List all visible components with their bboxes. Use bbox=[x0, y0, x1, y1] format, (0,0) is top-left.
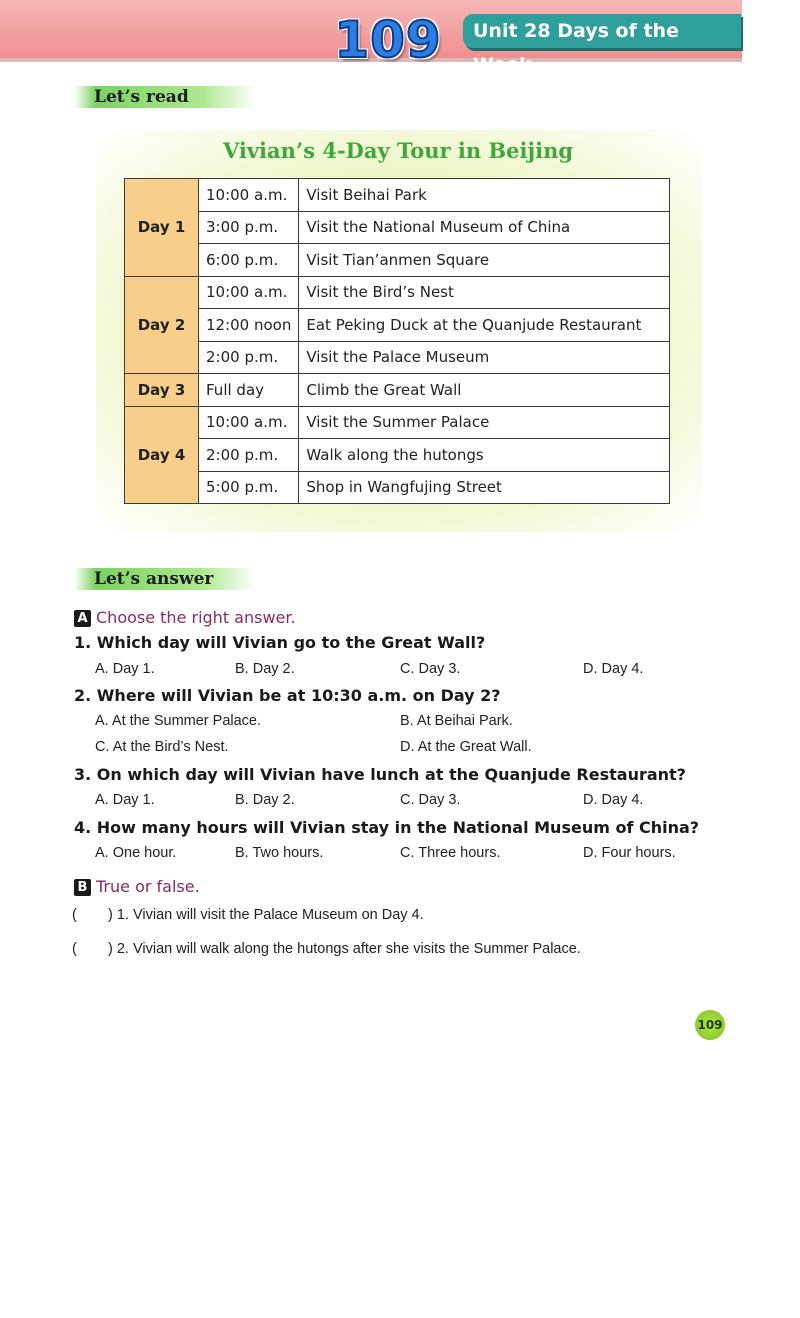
table-row bbox=[125, 406, 670, 439]
answer-option[interactable]: D. Day 4. bbox=[583, 792, 644, 808]
part-a-title: Choose the right answer. bbox=[96, 608, 296, 627]
activity-cell: Visit the Palace Museum bbox=[299, 341, 670, 374]
table-row bbox=[125, 439, 670, 472]
activity-cell: Walk along the hutongs bbox=[299, 439, 670, 472]
answer-option[interactable]: C. Three hours. bbox=[400, 845, 501, 861]
day-label: Day 2 bbox=[125, 276, 199, 374]
day-label: Day 3 bbox=[125, 374, 199, 407]
activity-cell: Visit the Bird’s Nest bbox=[299, 276, 670, 309]
time-cell: 10:00 a.m. bbox=[199, 276, 299, 309]
activity-cell: Climb the Great Wall bbox=[299, 374, 670, 407]
part-a-letter: A bbox=[74, 610, 91, 627]
section-label-read: Let’s read bbox=[74, 86, 256, 108]
answer-option[interactable]: C. Day 3. bbox=[400, 792, 461, 808]
answer-option[interactable]: D. Day 4. bbox=[583, 661, 644, 677]
table-row bbox=[125, 244, 670, 277]
time-cell: 10:00 a.m. bbox=[199, 179, 299, 212]
activity-cell: Shop in Wangfujing Street bbox=[299, 471, 670, 504]
table-row bbox=[125, 276, 670, 309]
answer-option[interactable]: C. At the Bird’s Nest. bbox=[95, 739, 229, 755]
table-row bbox=[125, 309, 670, 342]
time-cell: 2:00 p.m. bbox=[199, 341, 299, 374]
answer-option[interactable]: B. Day 2. bbox=[235, 792, 295, 808]
question-2: 2. Where will Vivian be at 10:30 a.m. on Day 2? bbox=[74, 686, 501, 705]
time-cell: 6:00 p.m. bbox=[199, 244, 299, 277]
question-4: 4. How many hours will Vivian stay in the National Museum of China? bbox=[74, 818, 700, 837]
time-cell: 5:00 p.m. bbox=[199, 471, 299, 504]
day-label: Day 1 bbox=[125, 179, 199, 277]
part-b-title: True or false. bbox=[96, 877, 200, 896]
activity-cell: Visit Beihai Park bbox=[299, 179, 670, 212]
table-row bbox=[125, 179, 670, 212]
answer-option[interactable]: A. At the Summer Palace. bbox=[95, 713, 262, 729]
time-cell: 2:00 p.m. bbox=[199, 439, 299, 472]
answer-blank-open: ( bbox=[72, 941, 77, 957]
statement-text: ) 1. Vivian will visit the Palace Museum on Day 4. bbox=[108, 907, 424, 923]
unit-title-tab: Unit 28 Days of the Week bbox=[463, 14, 741, 48]
time-cell: 12:00 noon bbox=[199, 309, 299, 342]
true-false-statement-2[interactable] bbox=[72, 940, 581, 958]
answer-option[interactable]: B. Two hours. bbox=[235, 845, 324, 861]
question-3: 3. On which day will Vivian have lunch at the Quanjude Restaurant? bbox=[74, 765, 686, 784]
answer-option[interactable]: D. At the Great Wall. bbox=[400, 739, 532, 755]
answer-option[interactable]: C. Day 3. bbox=[400, 661, 461, 677]
page-number-large: 109 bbox=[334, 11, 442, 69]
part-a-heading bbox=[74, 608, 296, 628]
answer-blank-open: ( bbox=[72, 907, 77, 923]
statement-text: ) 2. Vivian will walk along the hutongs after she visits the Summer Palace. bbox=[108, 941, 581, 957]
true-false-statement-1[interactable] bbox=[72, 906, 424, 924]
part-b-heading bbox=[74, 877, 200, 897]
time-cell: 10:00 a.m. bbox=[199, 406, 299, 439]
answer-option[interactable]: B. Day 2. bbox=[235, 661, 295, 677]
table-row bbox=[125, 211, 670, 244]
time-cell: 3:00 p.m. bbox=[199, 211, 299, 244]
time-cell: Full day bbox=[199, 374, 299, 407]
page-number-badge: 109 bbox=[695, 1010, 725, 1040]
answer-option[interactable]: A. Day 1. bbox=[95, 661, 155, 677]
table-row bbox=[125, 471, 670, 504]
activity-cell: Visit the Summer Palace bbox=[299, 406, 670, 439]
answer-option[interactable]: A. Day 1. bbox=[95, 792, 155, 808]
activity-cell: Eat Peking Duck at the Quanjude Restaurant bbox=[299, 309, 670, 342]
part-b-letter: B bbox=[74, 879, 91, 896]
answer-option[interactable]: D. Four hours. bbox=[583, 845, 676, 861]
schedule-table bbox=[124, 178, 670, 504]
schedule-title: Vivian’s 4-Day Tour in Beijing bbox=[222, 138, 574, 163]
day-label: Day 4 bbox=[125, 406, 199, 504]
table-row bbox=[125, 374, 670, 407]
answer-option[interactable]: A. One hour. bbox=[95, 845, 177, 861]
question-1: 1. Which day will Vivian go to the Great Wall? bbox=[74, 633, 486, 652]
activity-cell: Visit Tian’anmen Square bbox=[299, 244, 670, 277]
activity-cell: Visit the National Museum of China bbox=[299, 211, 670, 244]
section-label-answer: Let’s answer bbox=[74, 568, 256, 590]
table-row bbox=[125, 341, 670, 374]
answer-option[interactable]: B. At Beihai Park. bbox=[400, 713, 513, 729]
